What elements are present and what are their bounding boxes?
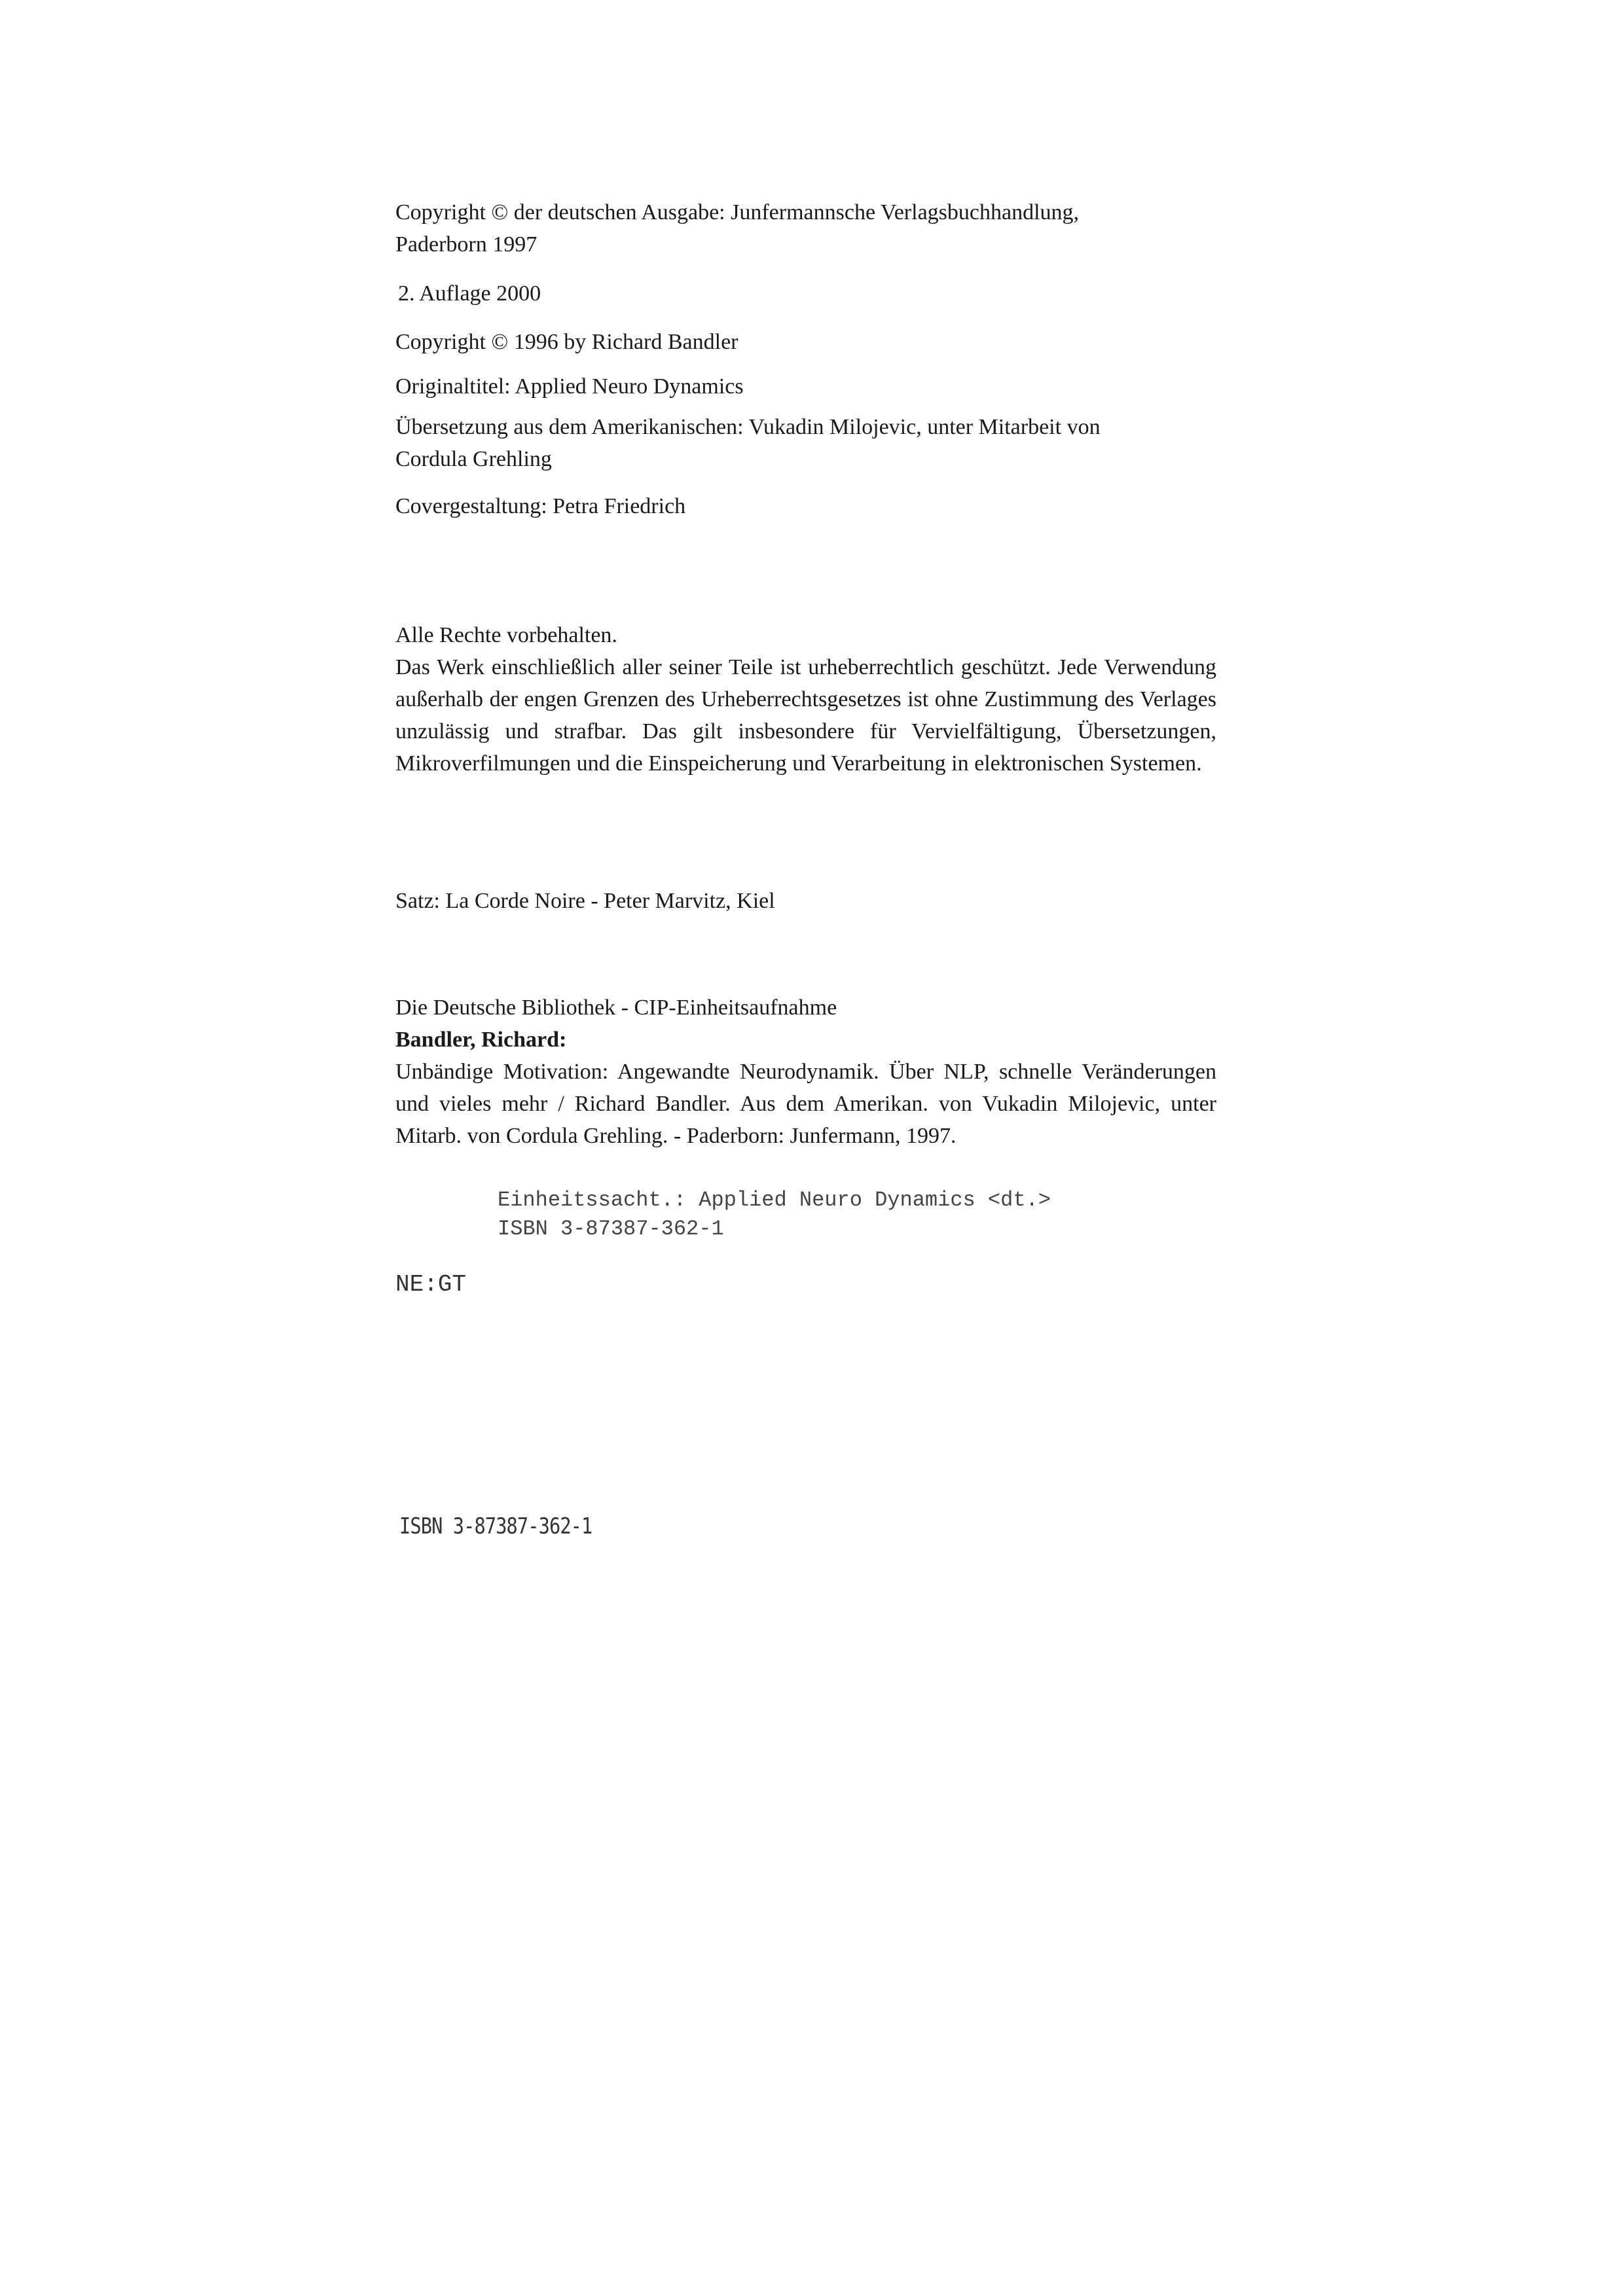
rights-heading: Alle Rechte vorbehalten. <box>395 623 617 647</box>
copyright-german-line-2: Paderborn 1997 <box>395 232 538 257</box>
copyright-original: Copyright © 1996 by Richard Bandler <box>395 330 739 354</box>
cip-author: Bandler, Richard: <box>395 1028 567 1052</box>
cip-isbn: ISBN 3-87387-362-1 <box>498 1217 724 1241</box>
cip-ne-code: NE:GT <box>395 1271 467 1298</box>
original-title: Originaltitel: Applied Neuro Dynamics <box>395 374 744 399</box>
rights-body: Das Werk einschließlich aller seiner Teile ist urheberrechtlich geschützt. Jede Verwendung außerhalb der engen Grenzen des Urheberrechtsgesetzes ist ohne Zustimmung des Verlages unzulässig und strafbar. Das gilt insbesondere für Vervielfältigung, Übersetzungen, Mikroverfilmungen und die Einspeicherung und Verarbeitung in elektronischen Systemen. <box>395 655 1216 776</box>
translation-line-2: Cordula Grehling <box>395 447 552 471</box>
edition-note: 2. Auflage 2000 <box>398 281 541 306</box>
translation-credit <box>395 411 1216 475</box>
translation-line-1: Übersetzung aus dem Amerikanischen: Vukadin Milojevic, unter Mitarbeit von <box>395 415 1101 439</box>
typesetting-credit: Satz: La Corde Noire - Peter Marvitz, Kiel <box>395 889 775 913</box>
cip-header: Die Deutsche Bibliothek - CIP-Einheitsaufnahme <box>395 996 837 1020</box>
cover-design-credit: Covergestaltung: Petra Friedrich <box>395 494 686 518</box>
copyright-german-edition <box>395 196 1216 260</box>
copyright-german-line-1: Copyright © der deutschen Ausgabe: Junfermannsche Verlagsbuchhandlung, <box>395 200 1080 224</box>
cip-uniform-title: Einheitssacht.: Applied Neuro Dynamics <dt.> <box>498 1188 1051 1212</box>
isbn-bottom: ISBN 3-87387-362-1 <box>399 1513 593 1539</box>
cip-description: Unbändige Motivation: Angewandte Neurodynamik. Über NLP, schnelle Veränderungen und vieles mehr / Richard Bandler. Aus dem Amerikan. von Vukadin Milojevic, unter Mitarb. von Cordula Grehling. - Paderborn: Junfermann, 1997. <box>395 1060 1216 1148</box>
